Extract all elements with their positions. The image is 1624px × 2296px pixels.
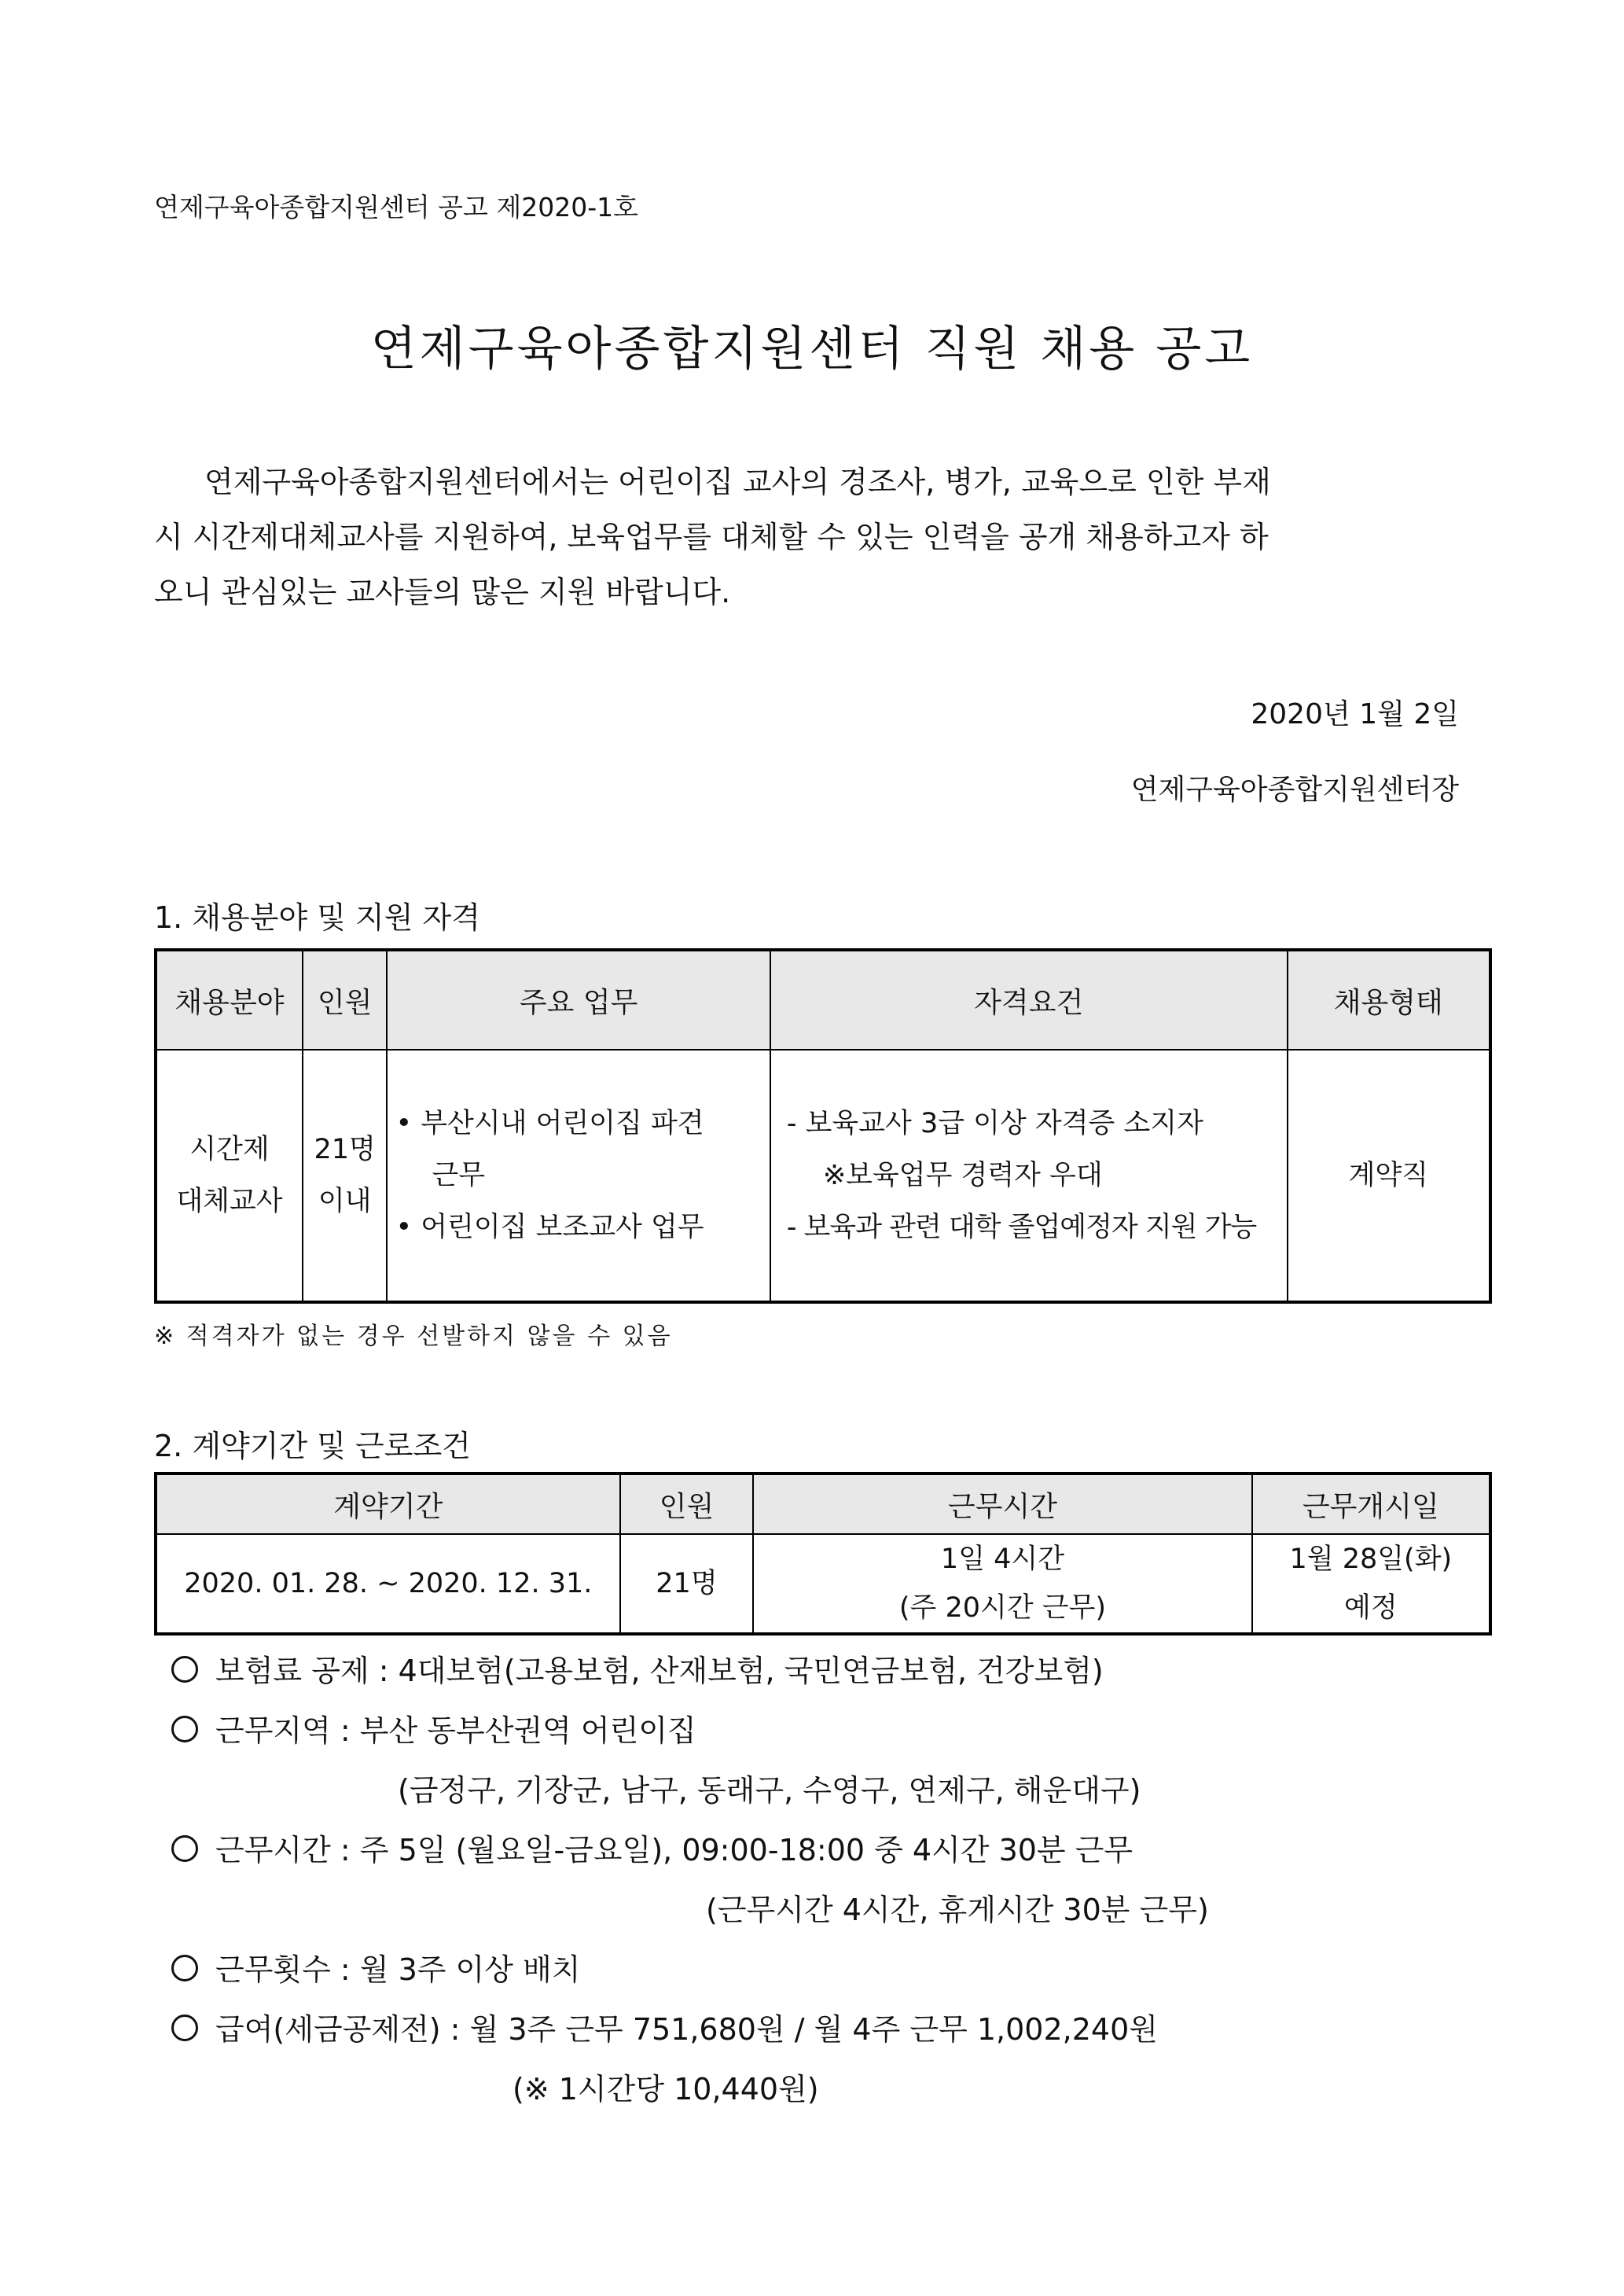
- circle-bullet-icon: [171, 1835, 198, 1862]
- condition-area-text: 근무지역 : 부산 동부산권역 어린이집: [215, 1713, 696, 1748]
- condition-time: [171, 1826, 1133, 1869]
- field-line-1: 시간제: [189, 1134, 270, 1165]
- section-2-heading: 2. 계약기간 및 근로조건: [154, 1429, 471, 1463]
- cell-duties: [387, 1050, 770, 1302]
- condition-pay: [171, 2005, 1158, 2048]
- col-header-duties: 주요 업무: [387, 950, 770, 1050]
- condition-insurance-text: 보험료 공제 : 4대보험(고용보험, 산재보험, 국민연금보험, 건강보험): [215, 1654, 1104, 1688]
- qualification-line-1: - 보육교사 3급 이상 자격증 소지자: [786, 1108, 1203, 1139]
- condition-area-detail: (금정구, 기장군, 남구, 동래구, 수영구, 연제구, 해운대구): [398, 1773, 1141, 1808]
- count-line-2: 이내: [318, 1186, 372, 1217]
- cell-field: [156, 1050, 303, 1302]
- condition-time-detail: (근무시간 4시간, 휴게시간 30분 근무): [706, 1893, 1209, 1927]
- cell-count: 21명: [620, 1534, 754, 1634]
- col-header-hours: 근무시간: [753, 1474, 1251, 1534]
- duty-line-2: 근무: [432, 1160, 486, 1191]
- table-footnote: ※ 적격자가 없는 경우 선발하지 않을 수 있음: [154, 1323, 673, 1350]
- cell-count: [303, 1050, 388, 1302]
- circle-bullet-icon: [171, 1656, 198, 1683]
- cell-qualifications: [770, 1050, 1288, 1302]
- notice-number: 연제구육아종합지원센터 공고 제2020-1호: [154, 192, 639, 223]
- condition-pay-text: 급여(세금공제전) : 월 3주 근무 751,680원 / 월 4주 근무 1,002,240원: [215, 2012, 1158, 2047]
- signer: 연제구육아종합지원센터장: [1130, 774, 1459, 806]
- col-header-count: 인원: [303, 950, 388, 1050]
- intro-line-1: 연제구육아종합지원센터에서는 어린이집 교사의 경조사, 병가, 교육으로 인한 부재: [204, 465, 1271, 499]
- table-header-row: [156, 1474, 1490, 1534]
- section-1-heading: 1. 채용분야 및 지원 자격: [154, 900, 480, 935]
- condition-area: [171, 1706, 696, 1750]
- col-header-qualifications: 자격요건: [770, 950, 1288, 1050]
- table-header-row: [156, 950, 1490, 1050]
- circle-bullet-icon: [171, 1716, 198, 1742]
- table-row: [156, 1534, 1490, 1634]
- col-header-type: 채용형태: [1288, 950, 1490, 1050]
- col-header-start: 근무개시일: [1252, 1474, 1490, 1534]
- col-header-period: 계약기간: [156, 1474, 620, 1534]
- recruitment-table: [154, 948, 1492, 1304]
- condition-frequency: [171, 1945, 580, 1989]
- qualification-line-2: ※보육업무 경력자 우대: [822, 1160, 1103, 1191]
- page-title: 연제구육아종합지원센터 직원 채용 공고: [370, 322, 1254, 377]
- circle-bullet-icon: [171, 1955, 198, 1981]
- condition-pay-detail: (※ 1시간당 10,440원): [513, 2072, 819, 2107]
- intro-line-2: 시 시간제대체교사를 지원하여, 보육업무를 대체할 수 있는 인력을 공개 채용하고자 하: [154, 520, 1269, 554]
- col-header-count: 인원: [620, 1474, 754, 1534]
- intro-paragraph: [154, 454, 1459, 620]
- duty-line-1: • 부산시내 어린이집 파견: [395, 1108, 704, 1139]
- notice-date: 2020년 1월 2일: [1251, 698, 1459, 730]
- condition-insurance: [171, 1647, 1104, 1690]
- col-header-field: 채용분야: [156, 950, 303, 1050]
- circle-bullet-icon: [171, 2015, 198, 2041]
- table-row: [156, 1050, 1490, 1302]
- cell-hours: [753, 1534, 1251, 1634]
- qualification-line-3: - 보육과 관련 대학 졸업예정자 지원 가능: [786, 1212, 1257, 1243]
- start-line-1: 1월 28일(화): [1289, 1544, 1453, 1575]
- intro-line-3: 오니 관심있는 교사들의 많은 지원 바랍니다.: [154, 575, 731, 609]
- contract-table: [154, 1472, 1492, 1636]
- field-line-2: 대체교사: [176, 1186, 283, 1217]
- cell-period: 2020. 01. 28. ~ 2020. 12. 31.: [156, 1534, 620, 1634]
- count-line-1: 21명: [314, 1134, 376, 1165]
- start-line-2: 예정: [1344, 1592, 1398, 1624]
- cell-start: [1252, 1534, 1490, 1634]
- hours-line-1: 1일 4시간: [940, 1544, 1065, 1575]
- condition-frequency-text: 근무횟수 : 월 3주 이상 배치: [215, 1952, 581, 1987]
- condition-time-text: 근무시간 : 주 5일 (월요일-금요일), 09:00-18:00 중 4시간 30분 근무: [215, 1833, 1133, 1867]
- cell-type: 계약직: [1288, 1050, 1490, 1302]
- duty-line-3: • 어린이집 보조교사 업무: [395, 1212, 704, 1243]
- hours-line-2: (주 20시간 근무): [898, 1592, 1107, 1624]
